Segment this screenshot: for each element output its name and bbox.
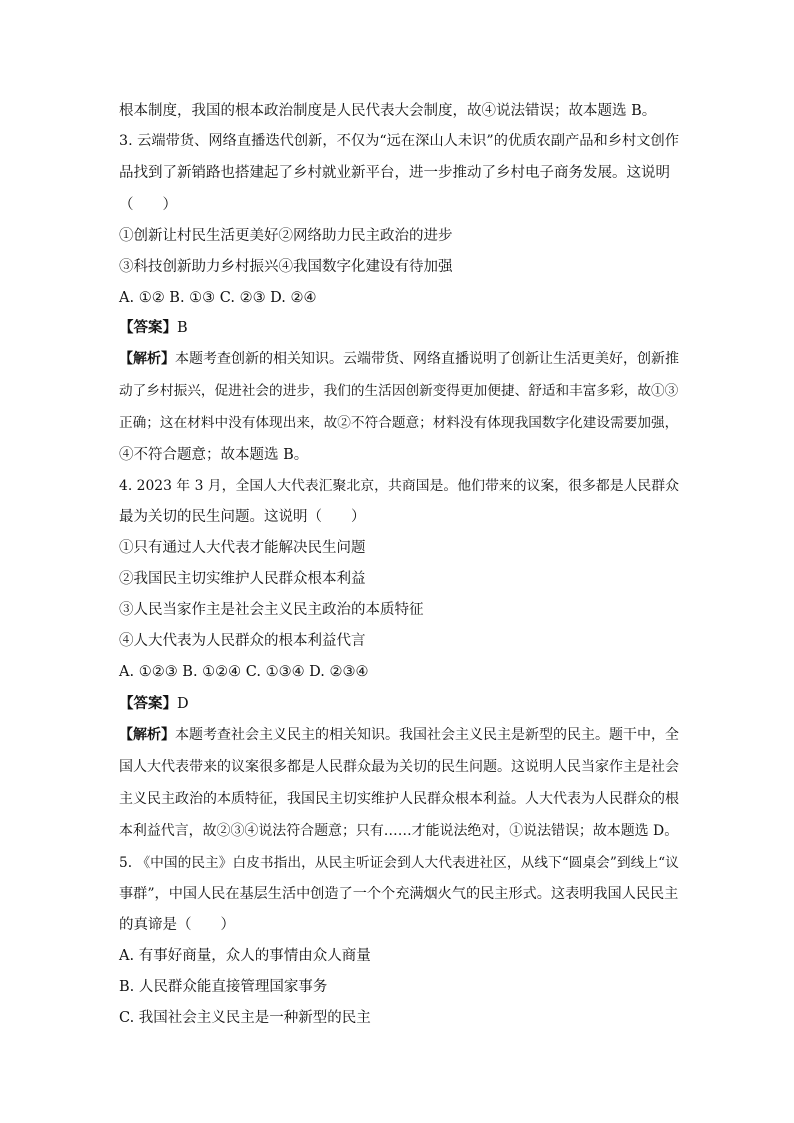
answer-label: 【答案】: [119, 319, 177, 336]
q2-analysis-tail: 根本制度，我国的根本政治制度是人民代表大会制度，故④说法错误；故本题选 B。: [119, 103, 657, 119]
q5-stem-line-1: 5. 《中国的民主》白皮书指出，从民主听证会到人大代表进社区，从线下“圆桌会”到线上“议: [119, 855, 679, 871]
q5-option-c: C. 我国社会主义民主是一种新型的民主: [119, 1010, 371, 1026]
q4-stem-line-2: 最为关切的民生问题。这说明（ ）: [119, 509, 366, 525]
analysis-label: 【解析】: [119, 351, 175, 367]
q3-statement-2: ③科技创新助力乡村振兴④我国数字化建设有待加强: [119, 259, 453, 275]
q4-stem-line-1: 4. 2023 年 3 月，全国人大代表汇聚北京，共商国是。他们带来的议案，很多都是人民群众: [119, 478, 680, 494]
answer-value: B: [177, 320, 188, 336]
q4-options: A. ①②③ B. ①②④ C. ①③④ D. ②③④: [119, 664, 369, 680]
answer-value: D: [177, 696, 189, 712]
analysis-text: 本题考查创新的相关知识。云端带货、网络直播说明了创新让生活更美好，创新推: [175, 351, 679, 367]
q3-analysis-line-1: [119, 349, 679, 369]
q3-statement-1: ①创新让村民生活更美好②网络助力民主政治的进步: [119, 228, 453, 244]
analysis-label: 【解析】: [119, 727, 175, 743]
analysis-text: 本题考查社会主义民主的相关知识。我国社会主义民主是新型的民主。题干中，全: [175, 727, 679, 743]
q4-analysis-line-2: 国人大代表带来的议案很多都是人民群众最为关切的民生问题。这说明人民当家作主是社会: [119, 759, 679, 775]
q5-option-a: A. 有事好商量，众人的事情由众人商量: [119, 948, 371, 964]
q3-stem-line-3: （ ）: [119, 197, 177, 213]
q3-stem-line-2: 品找到了新销路也搭建起了乡村就业新平台，进一步推动了乡村电子商务发展。这说明: [119, 165, 670, 181]
q4-answer: [119, 694, 189, 714]
q3-options: A. ①② B. ①③ C. ②③ D. ②④: [119, 290, 317, 306]
q3-analysis-line-4: ④不符合题意；故本题选 B。: [119, 447, 309, 463]
q5-option-b: B. 人民群众能直接管理国家事务: [119, 979, 328, 995]
q4-statement-4: ④人大代表为人民群众的根本利益代言: [119, 633, 366, 649]
q3-answer: [119, 318, 188, 338]
q5-stem-line-2: 事群”，中国人民在基层生活中创造了一个个充满烟火气的民主形式。这表明我国人民民主: [119, 886, 679, 902]
q4-analysis-line-3: 主义民主政治的本质特征，我国民主切实维护人民群众根本利益。人大代表为人民群众的根: [119, 791, 679, 807]
q4-statement-3: ③人民当家作主是社会主义民主政治的本质特征: [119, 602, 424, 618]
q5-stem-line-3: 的真谛是（ ）: [119, 917, 235, 933]
q3-analysis-line-2: 动了乡村振兴，促进社会的进步，我们的生活因创新变得更加便捷、舒适和丰富多彩，故①③: [119, 383, 679, 399]
answer-label: 【答案】: [119, 695, 177, 712]
q3-stem-line-1: 3. 云端带货、网络直播迭代创新，不仅为“远在深山人未识”的优质农副产品和乡村文创作: [119, 133, 679, 149]
q3-analysis-line-3: 正确；这在材料中没有体现出来，故②不符合题意；材料没有体现我国数字化建设需要加强，: [119, 415, 679, 431]
q4-analysis-line-4: 本利益代言，故②③④说法符合题意；只有……才能说法绝对，①说法错误；故本题选 D。: [119, 823, 679, 839]
q4-analysis-line-1: [119, 725, 679, 745]
q4-statement-1: ①只有通过人大代表才能解决民生问题: [119, 540, 366, 556]
q4-statement-2: ②我国民主切实维护人民群众根本利益: [119, 571, 366, 587]
